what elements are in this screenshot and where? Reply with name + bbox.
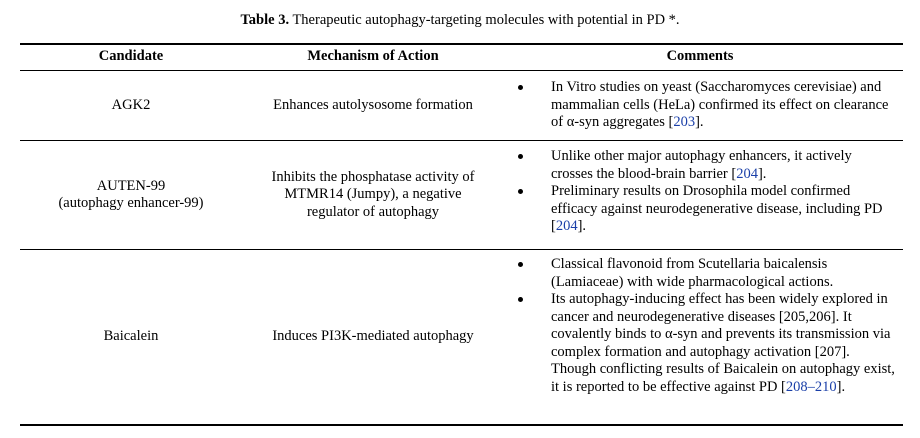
row-2-mechanism [248, 141, 498, 249]
header-comments: Comments [666, 48, 734, 65]
row-1-comments [505, 79, 895, 132]
candidate-name: AGK2 [111, 96, 151, 113]
candidate-subname: (autophagy enhancer-99) [58, 195, 204, 211]
citation-link[interactable]: 204 [555, 218, 578, 234]
comment-text: Its autophagy-inducing effect has been widely explored in cancer and neurodegenerative diseases [205,206]. It covalently binds to α-syn and prevents its transmission via complex formation and autophagy activation [207]. Though conflicting results of Baicalein on autophagy exist, it is reported to be effective against PD [ [551, 291, 895, 395]
citation-link[interactable]: 203 [673, 114, 696, 130]
bullet-icon [518, 154, 523, 159]
mechanism-line: MTMR14 (Jumpy), a negative [284, 186, 462, 203]
candidate-name: AUTEN-99 [96, 177, 166, 194]
bullet-icon [518, 85, 523, 90]
comment-item [505, 79, 895, 132]
comment-item [505, 291, 895, 396]
mechanism-line: Enhances autolysosome formation [273, 96, 473, 113]
mechanism-line: Inhibits the phosphatase activity of [271, 168, 475, 185]
row-3-comments [505, 256, 895, 396]
bullet-icon [518, 262, 523, 267]
comment-text: In Vitro studies on yeast (Saccharomyces cerevisiae) and mammalian cells (HeLa) confirmed its effect on clearance of α-syn aggregates [ [551, 79, 889, 130]
mechanism-line: Induces PI3K-mediated autophagy [272, 328, 474, 345]
comment-item [505, 256, 895, 291]
row-2-candidate [28, 141, 234, 249]
comment-end: ]. [836, 378, 846, 395]
table-title: Therapeutic autophagy-targeting molecules with potential in PD *. [289, 12, 680, 28]
top-rule [20, 43, 903, 45]
header-candidate: Candidate [98, 48, 164, 65]
mechanism-line: regulator of autophagy [306, 203, 440, 220]
citation-link[interactable]: 204 [736, 165, 758, 182]
comment-text: Unlike other major autophagy enhancers, it actively crosses the blood-brain barrier [ [551, 148, 852, 182]
table-label: Table 3. [240, 12, 290, 28]
citation-link[interactable]: 208–210 [785, 378, 837, 395]
candidate-name: Baicalein [103, 328, 159, 345]
row-3-mechanism [248, 250, 498, 424]
row-1-candidate [28, 71, 234, 140]
comment-text: Classical flavonoid from Scutellaria baicalensis (Lamiaceae) with wide pharmacological actions. [551, 256, 834, 290]
row-2-comments [505, 148, 895, 236]
table-caption [0, 12, 920, 29]
bottom-rule [20, 424, 903, 426]
row-3-candidate [28, 250, 234, 424]
bullet-icon [518, 189, 523, 194]
comment-end: ]. [695, 114, 704, 130]
comment-text: Preliminary results on Drosophila model confirmed efficacy against neurodegenerative disease, including PD [ [551, 183, 883, 234]
comment-item [505, 148, 895, 183]
header-mechanism: Mechanism of Action [307, 48, 439, 65]
comment-item [505, 183, 895, 236]
row-1-mechanism [248, 71, 498, 140]
comment-end: ]. [757, 165, 767, 182]
comment-end: ]. [577, 218, 587, 234]
bullet-icon [518, 297, 523, 302]
